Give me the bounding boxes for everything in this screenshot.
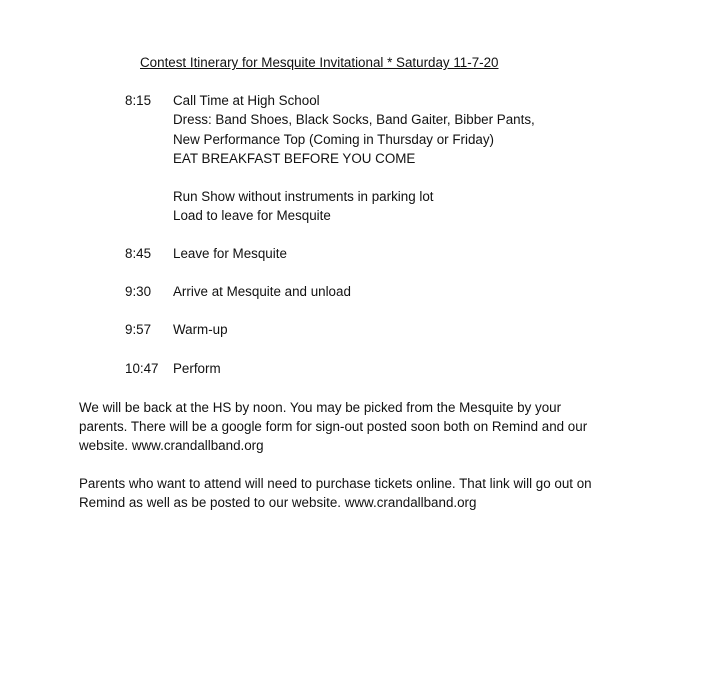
schedule-text: Dress: Band Shoes, Black Socks, Band Gaiter, Bibber Pants, <box>173 112 535 127</box>
schedule-time: 9:57 <box>125 322 152 337</box>
schedule-time: 8:45 <box>125 246 152 261</box>
paragraph-line: Parents who want to attend will need to purchase tickets online. That link will go out on <box>79 476 592 491</box>
document-title: Contest Itinerary for Mesquite Invitational * Saturday 11-7-20 <box>140 55 499 70</box>
paragraph-line: We will be back at the HS by noon. You may be picked from the Mesquite by your <box>79 400 562 415</box>
paragraph-line: Remind as well as be posted to our website. www.crandallband.org <box>79 495 477 510</box>
schedule-text: Perform <box>173 361 221 376</box>
schedule-text: Leave for Mesquite <box>173 246 287 261</box>
schedule-time: 8:15 <box>125 93 152 108</box>
schedule-time: 10:47 <box>125 361 159 376</box>
schedule-text: New Performance Top (Coming in Thursday or Friday) <box>173 132 495 147</box>
schedule-time: 9:30 <box>125 284 152 299</box>
paragraph-line: website. www.crandallband.org <box>79 438 264 453</box>
paragraph-line: parents. There will be a google form for sign-out posted soon both on Remind and our <box>79 419 588 434</box>
schedule-text: Load to leave for Mesquite <box>173 208 331 223</box>
schedule-text: Run Show without instruments in parking lot <box>173 189 434 204</box>
schedule-text: Arrive at Mesquite and unload <box>173 284 351 299</box>
schedule-text: Call Time at High School <box>173 93 320 108</box>
schedule-text: Warm-up <box>173 322 228 337</box>
schedule-text: EAT BREAKFAST BEFORE YOU COME <box>173 151 416 166</box>
